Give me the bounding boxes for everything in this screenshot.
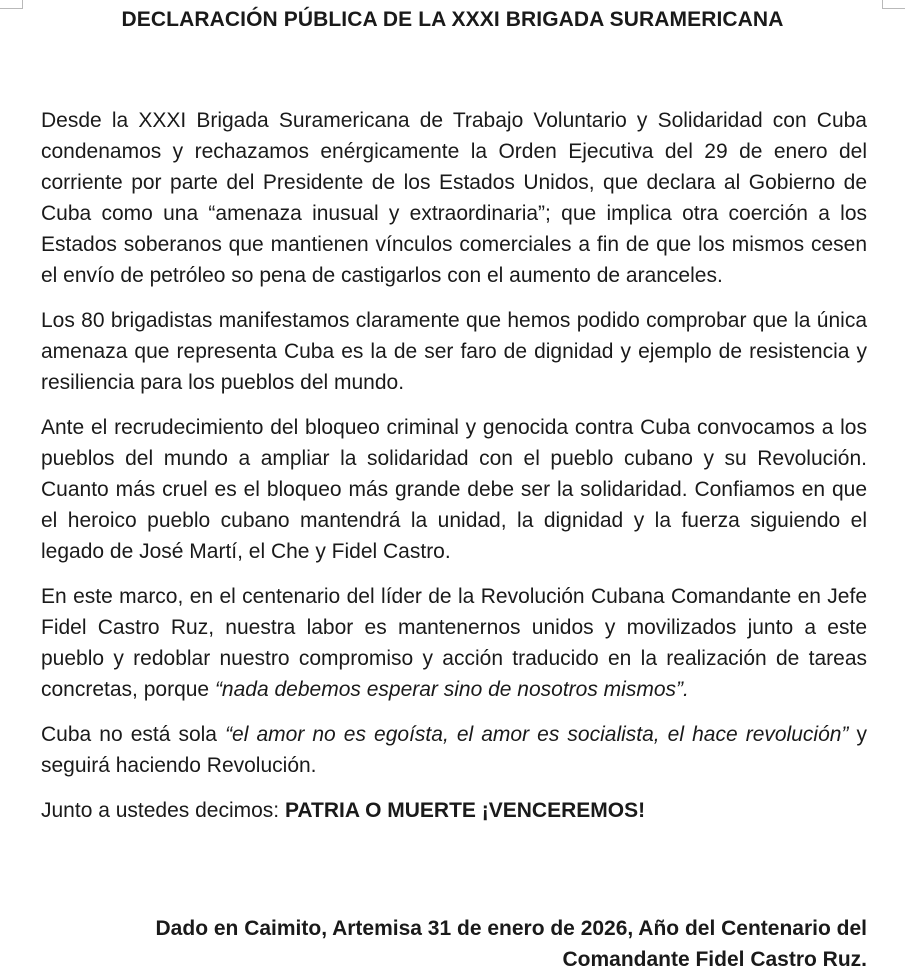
closing-signature xyxy=(107,913,867,975)
slogan-text: PATRIA O MUERTE ¡VENCEREMOS! xyxy=(284,799,646,822)
paragraph-cuba-text-b: y seguirá haciendo Revolución. xyxy=(41,723,867,777)
paragraph-cuba-text-a: Cuba no está sola xyxy=(41,723,226,746)
closing-line-2: Comandante Fidel Castro Ruz. xyxy=(562,948,867,971)
closing-line-1: Dado en Caimito, Artemisa 31 de enero de 2026, Año del Centenario del xyxy=(155,917,867,940)
paragraph-condemnation: Desde la XXXI Brigada Suramericana de Trabajo Voluntario y Solidaridad con Cuba condenamos y rechazamos enérgicamente la Orden Ejecutiva del 29 de enero del corriente por parte del Presidente de los Estados Unidos, que declara al Gobierno de Cuba como una “amenaza inusual y extraordinaria”; que implica otra coerción a los Estados soberanos que mantienen vínculos comerciales a fin de que los mismos cesen el envío de petróleo so pena de castigarlos con el aumento de aranceles. xyxy=(41,109,867,287)
paragraph-cuba-quote: “el amor no es egoísta, el amor es socialista, el hace revolución” xyxy=(225,723,849,746)
paragraph-slogan xyxy=(41,795,867,826)
paragraph-centenary-quote: “nada debemos esperar sino de nosotros mismos”. xyxy=(214,678,689,701)
document-body xyxy=(41,105,867,840)
paragraph-solidarity: Ante el recrudecimiento del bloqueo criminal y genocida contra Cuba convocamos a los pueblos del mundo a ampliar la solidaridad con el pueblo cubano y su Revolución. Cuanto más cruel es el bloqueo más grande debe ser la solidaridad. Confiamos en que el heroico pueblo cubano mantendrá la unidad, la dignidad y la fuerza siguiendo el legado de José Martí, el Che y Fidel Castro. xyxy=(41,416,867,563)
paragraph-slogan-text: Junto a ustedes decimos: xyxy=(41,799,285,822)
paragraph-centenary xyxy=(41,581,867,705)
paragraph-brigadistas: Los 80 brigadistas manifestamos claramente que hemos podido comprobar que la única amenaza que representa Cuba es la de ser faro de dignidad y ejemplo de resistencia y resiliencia para los pueblos del mundo. xyxy=(41,309,867,394)
paragraph-cuba-not-alone xyxy=(41,719,867,781)
document-title: DECLARACIÓN PÚBLICA DE LA XXXI BRIGADA SURAMERICANA xyxy=(121,8,784,31)
paragraph-centenary-text: En este marco, en el centenario del líder de la Revolución Cubana Comandante en Jefe Fidel Castro Ruz, nuestra labor es mantenernos unidos y movilizados junto a este pueblo y redoblar nuestro compromiso y acción traducido en la realización de tareas concretas, porque xyxy=(41,585,867,701)
